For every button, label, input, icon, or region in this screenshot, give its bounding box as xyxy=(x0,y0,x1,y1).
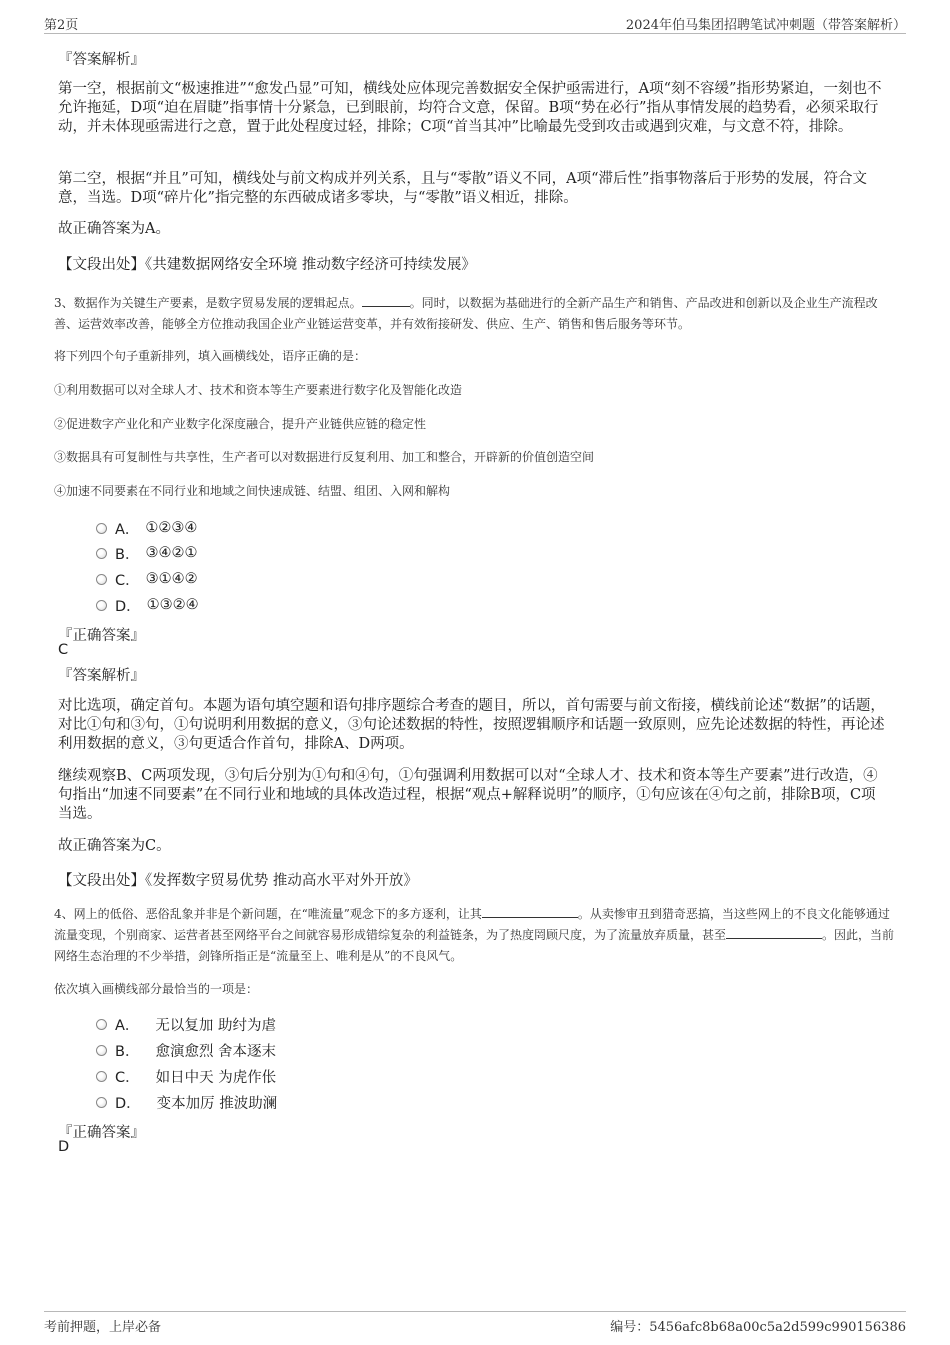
fill-blank xyxy=(482,906,578,918)
sentence-item: ②促进数字产业化和产业数字化深度融合，提升产业链供应链的稳定性 xyxy=(54,417,427,431)
radio-icon[interactable] xyxy=(96,1097,107,1108)
option-a[interactable]: A． 无以复加 助纣为虐 xyxy=(96,1014,276,1034)
analysis-conclusion: 故正确答案为C。 xyxy=(58,838,171,854)
question-stem-part: 。同时，以数据为基础进行的全新产品生产和销售、产品改进和创新以及企业生产流程改善、运营效率改善，能够全方位推动我国企业产业链运营变革，并有效衔接研发、供应、生产、销售和售后服务等环节。 xyxy=(54,296,878,331)
analysis-paragraph: 继续观察B、C两项发现，③句后分别为①句和④句，①句强调利用数据可以对“全球人才、技术和资本等生产要素”进行改造，④句指出“加速不同要素”在不同行业和地域的具体改造过程，根据“观点+解释说明”的顺序，①句应该在④句之前，排除B项，C项当选。 xyxy=(58,768,878,822)
correct-answer-label: 『正确答案』 xyxy=(58,1125,145,1141)
question-stem xyxy=(54,293,896,335)
analysis-paragraph: 第一空，根据前文“极速推进”“愈发凸显”可知，横线处应体现完善数据安全保护亟需进行，A项“刻不容缓”指形势紧迫，一刻也不允许拖延，D项“迫在眉睫”指事情十分紧急，已到眼前，均符合文意，保留。B项“势在必行”指从事情发展的趋势看，必须采取行动，并未体现亟需进行之意，置于此处程度过轻，排除；C项“首当其冲”比喻最先受到攻击或遇到灾难，与文意不符，排除。 xyxy=(58,81,882,135)
page-number: 第2页 xyxy=(44,18,79,33)
radio-icon[interactable] xyxy=(96,574,107,585)
question-instruction: 将下列四个句子重新排列，填入画横线处，语序正确的是： xyxy=(54,349,367,363)
radio-icon[interactable] xyxy=(96,548,107,559)
radio-icon[interactable] xyxy=(96,1019,107,1030)
question-stem-part: 。因此，当前网络生态治理的不少举措，剑锋所指正是“流量至上、唯利是从”的不良风气。 xyxy=(54,928,895,963)
radio-icon[interactable] xyxy=(96,1071,107,1082)
option-c[interactable]: C． 如日中天 为虎作伥 xyxy=(96,1066,276,1086)
document-title: 2024年伯马集团招聘笔试冲刺题（带答案解析） xyxy=(625,18,906,33)
sentence-item: ①利用数据可以对全球人才、技术和资本等生产要素进行数字化及智能化改造 xyxy=(54,383,463,397)
analysis-paragraph: 第二空，根据“并且”可知，横线处与前文构成并列关系，且与“零散”语义不同，A项“滞后性”指事物落后于形势的发展，符合文意，当选。D项“碎片化”指完整的东西破成诸多零块，与“零散”语义相近，排除。 xyxy=(58,171,867,206)
sentence-item: ③数据具有可复制性与共享性，生产者可以对数据进行反复利用、加工和整合，开辟新的价值创造空间 xyxy=(54,450,595,464)
footer-slogan: 考前押题，上岸必备 xyxy=(44,1320,162,1335)
correct-answer-label: 『正确答案』 xyxy=(58,628,145,644)
option-b[interactable]: B． 愈演愈烈 舍本逐末 xyxy=(96,1040,276,1060)
answer-analysis-label: 『答案解析』 xyxy=(58,52,145,68)
radio-icon[interactable] xyxy=(96,600,107,611)
fill-blank xyxy=(362,295,410,307)
answer-analysis-label: 『答案解析』 xyxy=(58,668,145,684)
question-stem-part: 4、网上的低俗、恶俗乱象并非是个新问题，在“唯流量”观念下的多方逐利，让其 xyxy=(54,907,482,921)
option-a[interactable]: A． ①②③④ xyxy=(96,518,197,538)
question-instruction: 依次填入画横线部分最恰当的一项是： xyxy=(54,982,259,996)
question-stem-part: 。从卖惨审丑到猎奇恶搞，当这些网上的不良文化能够通过流量变现，个别商家、运营者甚至网络平台之间就容易形成错综复杂的利益链条，为了热度罔顾尺度，为了流量放弃质量，甚至 xyxy=(54,907,890,942)
fill-blank xyxy=(726,927,822,939)
option-d[interactable]: D． 变本加厉 推波助澜 xyxy=(96,1092,277,1112)
text-source: 【文段出处】《共建数据网络安全环境 推动数字经济可持续发展》 xyxy=(58,257,476,273)
page-header xyxy=(44,14,906,34)
analysis-paragraph: 对比选项，确定首句。本题为语句填空题和语句排序题综合考查的题目，所以，首句需要与前文衔接，横线前论述“数据”的话题，对比①句和③句，①句说明利用数据的意义，③句论述数据的特性，按照逻辑顺序和话题一致原则，应先论述数据的特性，再论述利用数据的意义，③句更适合作首句，排除A、D两项。 xyxy=(58,698,885,752)
option-c[interactable]: C． ③①④② xyxy=(96,569,198,589)
correct-answer: D xyxy=(58,1139,70,1155)
option-b[interactable]: B． ③④②① xyxy=(96,543,197,563)
text-source: 【文段出处】《发挥数字贸易优势 推动高水平对外开放》 xyxy=(58,873,418,889)
document-id: 编号：5456afc8b68a00c5a2d599c990156386 xyxy=(610,1320,906,1335)
sentence-item: ④加速不同要素在不同行业和地域之间快速成链、结盟、组团、入网和解构 xyxy=(54,484,451,498)
question-stem-part: 3、数据作为关键生产要素，是数字贸易发展的逻辑起点。 xyxy=(54,296,362,310)
radio-icon[interactable] xyxy=(96,1045,107,1056)
option-d[interactable]: D． ①③②④ xyxy=(96,595,199,615)
page-footer xyxy=(44,1311,906,1333)
analysis-conclusion: 故正确答案为A。 xyxy=(58,221,170,237)
correct-answer: C xyxy=(58,642,69,658)
question-stem xyxy=(54,904,896,967)
radio-icon[interactable] xyxy=(96,523,107,534)
